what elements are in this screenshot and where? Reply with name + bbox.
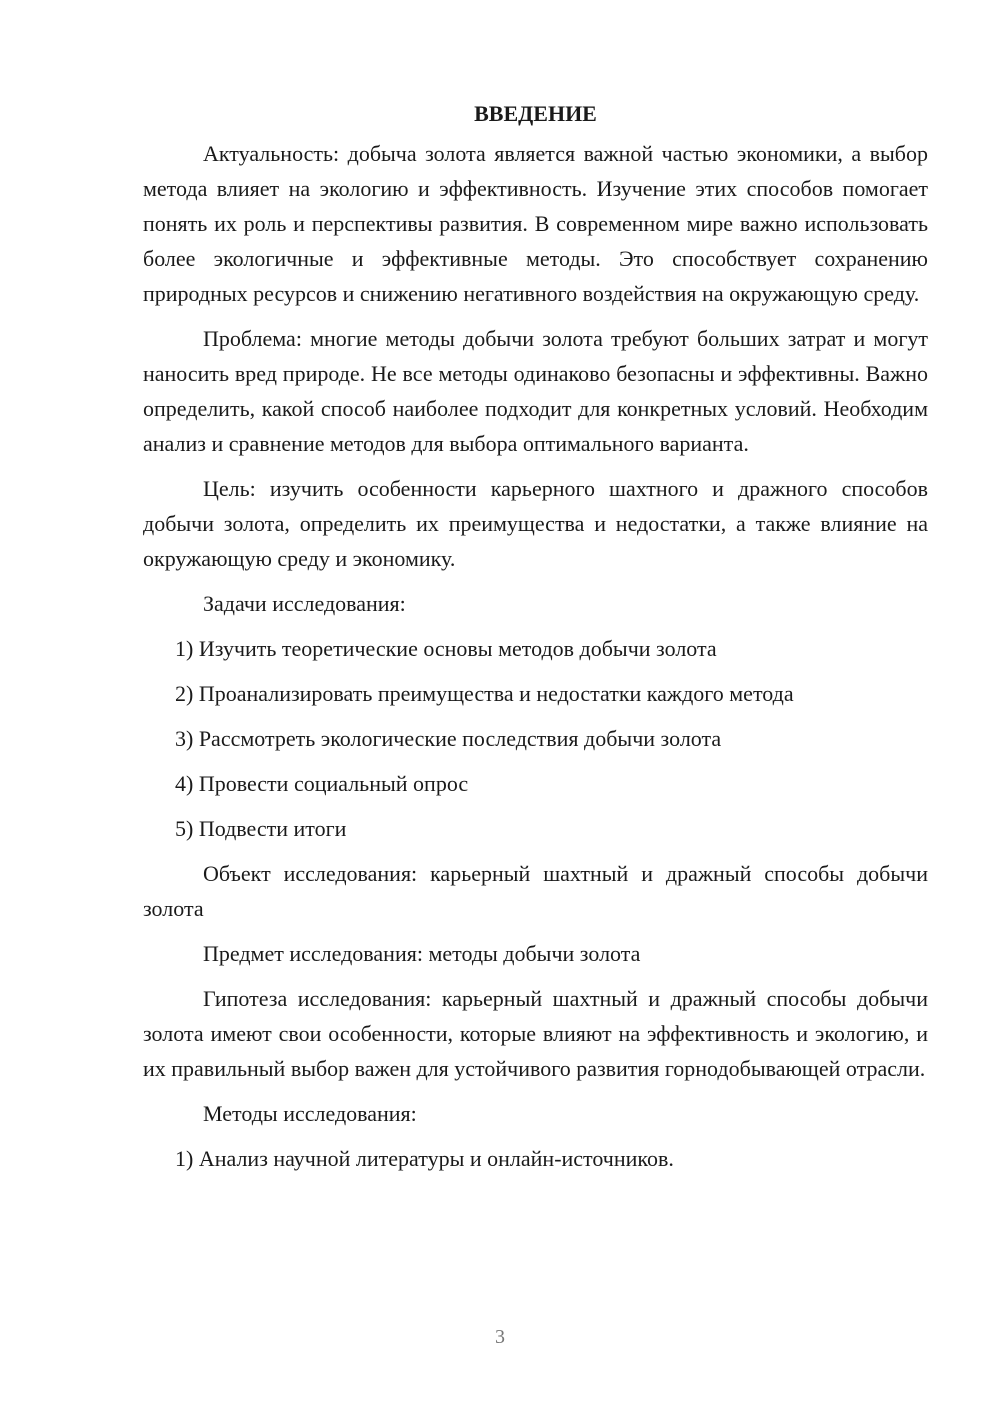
hypothesis-paragraph: Гипотеза исследования: карьерный шахтный и дражный способы добычи золота имеют свои особенности, которые влияют на эффективность и экологию, и их правильный выбор важен для устойчивого развития горнодобывающей отрасли. (143, 986, 928, 1081)
list-item: 5) Подвести итоги (175, 816, 347, 841)
methods-label: Методы исследования: (203, 1101, 417, 1126)
goal-paragraph: Цель: изучить особенности карьерного шахтного и дражного способов добычи золота, определить их преимущества и недостатки, а также влияние на окружающую среду и экономику. (143, 476, 928, 571)
list-item: 4) Провести социальный опрос (175, 771, 469, 796)
page-title: ВВЕДЕНИЕ (474, 101, 597, 126)
relevance-paragraph: Актуальность: добыча золота является важной частью экономики, а выбор метода влияет на экологию и эффективность. Изучение этих способов помогает понять их роль и перспективы развития. В современном мире важно использовать более экологичные и эффективные методы. Это способствует сохранению природных ресурсов и снижению негативного воздействия на окружающую среду. (143, 141, 928, 306)
document-page (143, 96, 928, 1186)
list-item: 3) Рассмотреть экологические последствия добычи золота (175, 726, 722, 751)
list-item: 1) Изучить теоретические основы методов добычи золота (175, 636, 717, 661)
list-item: 1) Анализ научной литературы и онлайн-источников. (175, 1146, 674, 1171)
page-number: 3 (495, 1326, 505, 1348)
list-item: 2) Проанализировать преимущества и недостатки каждого метода (175, 681, 794, 706)
object-paragraph: Объект исследования: карьерный шахтный и дражный способы добычи золота (143, 861, 928, 921)
subject-paragraph: Предмет исследования: методы добычи золота (203, 941, 641, 966)
tasks-list (143, 631, 928, 846)
problem-paragraph: Проблема: многие методы добычи золота требуют больших затрат и могут наносить вред природе. Не все методы одинаково безопасны и эффективны. Важно определить, какой способ наиболее подходит для конкретных условий. Необходим анализ и сравнение методов для выбора оптимального варианта. (143, 326, 928, 456)
tasks-label: Задачи исследования: (203, 591, 406, 616)
methods-list (143, 1141, 928, 1176)
